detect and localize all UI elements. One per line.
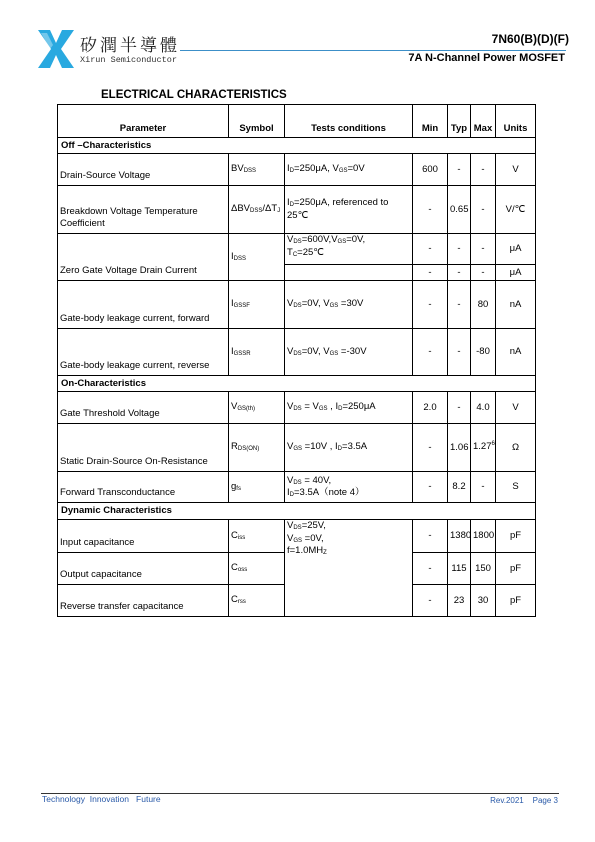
text-segment: f=1.0MH [287, 545, 324, 556]
footer-page-number: Page 3 [532, 796, 558, 805]
cond-dynamic-line3 [287, 545, 410, 558]
table-row [58, 520, 536, 553]
symbol-main: g [231, 480, 237, 492]
cond-idss-line2 [287, 247, 410, 260]
header-symbol: Symbol [229, 105, 285, 138]
device-description: 7A N-Channel Power MOSFET [408, 52, 565, 64]
symbol-sub: rss [237, 599, 246, 606]
symbol-vth [229, 392, 285, 424]
header-parameter: Parameter [58, 105, 229, 138]
subscript: GS [293, 446, 303, 453]
symbol-main: V [231, 401, 238, 413]
cond-gfs [285, 472, 413, 503]
typ-vth: - [448, 392, 471, 424]
symbol-sub: DSS [233, 255, 246, 262]
electrical-characteristics-table [57, 104, 536, 617]
subscript: GS [329, 303, 339, 310]
unit-crss: pF [496, 585, 536, 617]
subscript: DS [293, 350, 302, 357]
unit-igssr: nA [496, 329, 536, 376]
cond-idss [285, 234, 413, 265]
max-gfs: - [471, 472, 496, 503]
max-idss-1: - [471, 234, 496, 265]
param-igssf: Gate-body leakage current, forward [58, 281, 229, 329]
section-label-dynamic: Dynamic Characteristics [58, 503, 536, 520]
section-title: ELECTRICAL CHARACTERISTICS [101, 89, 287, 101]
param-igssr: Gate-body leakage current, reverse [58, 329, 229, 376]
symbol-idss [229, 234, 285, 281]
table-row [58, 472, 536, 503]
cond-bvdss [285, 154, 413, 186]
symbol-igssr [229, 329, 285, 376]
min-coss: - [413, 553, 448, 585]
subscript: GS [338, 168, 348, 175]
param-ciss: Input capacitance [58, 520, 229, 553]
min-igssr: - [413, 329, 448, 376]
text-segment: I [287, 197, 290, 209]
section-row-off [58, 138, 536, 154]
unit-temp-coefficient: V/℃ [496, 186, 536, 234]
text-segment: I [287, 163, 290, 175]
typ-ciss: 1380 [448, 520, 471, 553]
text-segment: = 40V, I [287, 474, 332, 498]
subscript: DS [293, 239, 302, 245]
table-row [58, 186, 536, 234]
symbol-sub: DSS [243, 168, 257, 175]
text-segment: V [287, 474, 294, 486]
text-segment: =0V, V [301, 345, 330, 357]
text-segment: =250μA, V [293, 163, 339, 175]
table-row [58, 154, 536, 186]
table-header-row [58, 105, 536, 138]
subscript: C [292, 251, 298, 258]
param-rds-on: Static Drain-Source On-Resistance [58, 424, 229, 472]
unit-idss-2: μA [496, 265, 536, 281]
subscript: D [289, 202, 294, 209]
text-segment: =0V, [302, 532, 324, 544]
header-max: Max [471, 105, 496, 138]
subscript: DSS [250, 208, 263, 215]
min-temp-coefficient: - [413, 186, 448, 234]
part-number: 7N60(B)(D)(F) [491, 32, 569, 46]
param-bvdss: Drain-Source Voltage [58, 154, 229, 186]
subscript: D [338, 406, 343, 413]
symbol-sub: GSSR [233, 350, 251, 357]
text-segment: =25℃ [297, 246, 324, 258]
unit-bvdss: V [496, 154, 536, 186]
symbol-rds-on [229, 424, 285, 472]
cond-dynamic-line2 [287, 533, 410, 546]
table-row [58, 281, 536, 329]
subscript: DS [293, 406, 302, 413]
text-segment: ΔBV [231, 203, 251, 215]
table-row [58, 392, 536, 424]
max-temp-coefficient: - [471, 186, 496, 234]
text-segment: =-30V [338, 345, 367, 357]
subscript: J [277, 208, 281, 215]
symbol-sub: oss [237, 567, 248, 574]
text-segment: =0V [347, 163, 365, 175]
symbol-sub: DS(ON) [237, 446, 260, 453]
unit-coss: pF [496, 553, 536, 585]
header-units: Units [496, 105, 536, 138]
typ-coss: 115 [448, 553, 471, 585]
text-segment: =0V, V [301, 298, 330, 310]
typ-idss-1: - [448, 234, 471, 265]
param-coss: Output capacitance [58, 553, 229, 585]
text-segment: V [287, 532, 294, 544]
min-idss-2: - [413, 265, 448, 281]
text-segment: V [287, 298, 294, 310]
typ-idss-2: - [448, 265, 471, 281]
text-segment: =3.5A（note 4） [293, 487, 365, 498]
subscript: GS [329, 350, 339, 357]
subscript: DS [293, 525, 302, 531]
subscript: D [337, 446, 343, 453]
text-segment: = V [301, 401, 319, 413]
subscript: D [289, 492, 294, 498]
typ-igssr: - [448, 329, 471, 376]
xirun-logo-icon [38, 30, 74, 68]
text-segment: =250μA [342, 401, 376, 413]
max-bvdss: - [471, 154, 496, 186]
footer-revision: Rev.2021 [490, 796, 524, 805]
text-segment: =0V, [346, 234, 366, 245]
max-ciss: 1800 [471, 520, 496, 553]
cond-temp-coefficient [285, 186, 413, 234]
text-segment: V [287, 401, 294, 413]
symbol-main: C [231, 594, 238, 606]
symbol-sub: GSSF [233, 303, 250, 310]
symbol-crss [229, 585, 285, 617]
symbol-gfs [229, 472, 285, 503]
symbol-main: C [231, 562, 238, 574]
min-ciss: - [413, 520, 448, 553]
max-crss: 30 [471, 585, 496, 617]
subscript: GS [293, 537, 303, 544]
symbol-main: I [231, 298, 234, 310]
symbol-sub: fs [236, 485, 241, 492]
cond-idss-empty [285, 265, 413, 281]
text-segment: =250μA, referenced to 25℃ [287, 197, 389, 221]
min-vth: 2.0 [413, 392, 448, 424]
unit-rds-on: Ω [496, 424, 536, 472]
text-segment: V [287, 520, 294, 531]
min-rds-on: - [413, 424, 448, 472]
subscript: Z [323, 550, 327, 556]
max-igssr: -80 [471, 329, 496, 376]
header-typ: Typ [448, 105, 471, 138]
min-bvdss: 600 [413, 154, 448, 186]
text-segment: V [287, 345, 294, 357]
table-row [58, 424, 536, 472]
symbol-igssf [229, 281, 285, 329]
symbol-main: C [231, 529, 238, 541]
footer-page-info [490, 796, 558, 805]
symbol-coss [229, 553, 285, 585]
typ-crss: 23 [448, 585, 471, 617]
text-segment: , I [327, 401, 339, 413]
text-segment: =25V, [301, 520, 326, 531]
min-igssf: - [413, 281, 448, 329]
min-crss: - [413, 585, 448, 617]
max-igssf: 80 [471, 281, 496, 329]
cond-dynamic-line1 [287, 520, 410, 533]
typ-igssf: - [448, 281, 471, 329]
param-gfs: Forward Transconductance [58, 472, 229, 503]
text-segment: T [287, 246, 293, 258]
typ-rds-on: 1.06 [448, 424, 471, 472]
text-segment: =3.5A [342, 441, 368, 453]
unit-gfs: S [496, 472, 536, 503]
header-conditions: Tests conditions [285, 105, 413, 138]
subscript: GS [318, 406, 328, 413]
section-label-on: On-Characteristics [58, 376, 536, 392]
cond-vth [285, 392, 413, 424]
cond-igssr [285, 329, 413, 376]
company-name-chinese: 矽潤半導體 [80, 36, 180, 56]
text-segment: /Δ [262, 203, 272, 215]
max-rds-on-note: 6 [491, 441, 495, 448]
unit-vth: V [496, 392, 536, 424]
max-coss: 150 [471, 553, 496, 585]
symbol-ciss [229, 520, 285, 553]
max-vth: 4.0 [471, 392, 496, 424]
company-name-english: Xirun Semiconductor [80, 55, 177, 65]
symbol-main: I [231, 345, 234, 357]
symbol-bvdss [229, 154, 285, 186]
subscript: DS [293, 303, 302, 310]
text-segment: =30V [338, 298, 364, 310]
min-idss-1: - [413, 234, 448, 265]
text-segment: V [287, 441, 294, 453]
max-idss-2: - [471, 265, 496, 281]
max-rds-on [471, 424, 496, 472]
subscript: D [289, 168, 294, 175]
min-gfs: - [413, 472, 448, 503]
param-vth: Gate Threshold Voltage [58, 392, 229, 424]
cond-idss-line1 [287, 234, 410, 247]
header-min: Min [413, 105, 448, 138]
section-row-on [58, 376, 536, 392]
cond-rds-on [285, 424, 413, 472]
unit-ciss: pF [496, 520, 536, 553]
cond-igssf [285, 281, 413, 329]
cond-dynamic [285, 520, 413, 617]
subscript: DS [293, 479, 302, 486]
text-segment: V [287, 234, 294, 245]
footer-tagline: Technology Innovation Future [42, 794, 161, 804]
max-rds-on-value: 1.27 [473, 441, 492, 453]
param-crss: Reverse transfer capacitance [58, 585, 229, 617]
section-row-dynamic [58, 503, 536, 520]
symbol-main: I [231, 250, 234, 262]
typ-bvdss: - [448, 154, 471, 186]
section-label-off: Off –Characteristics [58, 138, 536, 154]
symbol-main: BV [231, 163, 244, 175]
table-row [58, 329, 536, 376]
param-idss: Zero Gate Voltage Drain Current [58, 234, 229, 281]
text-segment: T [271, 203, 278, 215]
typ-gfs: 8.2 [448, 472, 471, 503]
unit-igssf: nA [496, 281, 536, 329]
symbol-sub: iss [237, 534, 246, 541]
param-temp-coefficient: Breakdown Voltage Temperature Coefficient [58, 186, 229, 234]
typ-temp-coefficient: 0.65 [448, 186, 471, 234]
subscript: GS [337, 239, 347, 245]
header-divider [180, 50, 566, 51]
symbol-main: R [231, 441, 238, 453]
text-segment: =10V , I [302, 441, 338, 453]
symbol-sub: GS(th) [237, 406, 256, 413]
text-segment: =600V,V [301, 234, 338, 245]
unit-idss-1: μA [496, 234, 536, 265]
symbol-temp-coefficient [229, 186, 285, 234]
table-row [58, 234, 536, 265]
